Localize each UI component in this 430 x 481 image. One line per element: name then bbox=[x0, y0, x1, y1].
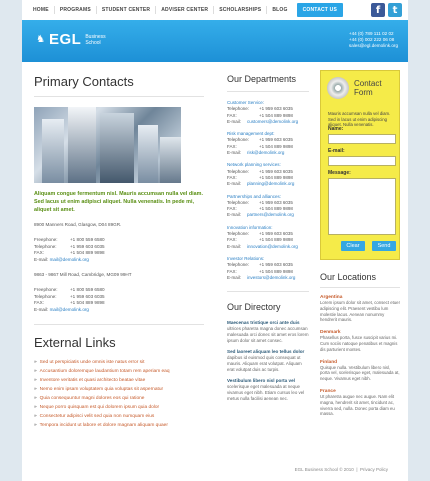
department-fax: +1 504 889 9898 bbox=[259, 206, 293, 212]
department-email[interactable]: investors@demolink.org bbox=[247, 274, 296, 280]
lion-icon: ♞ bbox=[36, 33, 45, 45]
department-tel-label: Telephone: bbox=[227, 168, 250, 174]
directory-body-1: ultrices pharetra magna donec accumsan malesuada orci donec sit amet eros lorem ipsum dolor sit amet consec. bbox=[227, 326, 309, 344]
location-city-1[interactable]: Argentina bbox=[320, 295, 343, 300]
directory-title: Our Directory bbox=[227, 302, 281, 313]
primary-contacts-title: Primary Contacts bbox=[34, 74, 134, 89]
department-email-row bbox=[227, 119, 309, 125]
header-contact bbox=[349, 31, 398, 49]
department-email-label: E-mail: bbox=[227, 118, 242, 124]
department-tel-label: Telephone: bbox=[227, 262, 250, 268]
department-email-label: E-mail: bbox=[227, 212, 242, 218]
nav-programs[interactable]: PROGRAMS bbox=[55, 6, 97, 14]
department-name: Risk management dept: bbox=[227, 131, 275, 137]
phone-value: +1 800 559 6580 bbox=[70, 236, 105, 242]
social-links bbox=[371, 3, 402, 17]
email-link-1[interactable]: mail@demolink.org bbox=[49, 257, 89, 263]
header-band bbox=[22, 20, 408, 62]
top-nav bbox=[22, 0, 408, 20]
location-city-2[interactable]: Denmark bbox=[320, 330, 341, 336]
department-fax: +1 504 889 9898 bbox=[259, 174, 293, 180]
external-link-7[interactable]: » Consectetur adipisci velit sed quia non numquam eius bbox=[34, 412, 204, 421]
phone-block-1 bbox=[34, 237, 204, 264]
email-label: E-mail: bbox=[328, 148, 345, 154]
logo-sub-line2: School bbox=[85, 39, 101, 46]
name-label: Name: bbox=[328, 126, 344, 132]
department-email[interactable]: partners@demolink.org bbox=[247, 212, 294, 218]
department-tel-label: Telephone: bbox=[227, 106, 250, 112]
external-link-2[interactable]: » Accusantium doloremque laudantium totam rem aperiam eaq bbox=[34, 367, 204, 376]
phone-block-2 bbox=[34, 287, 204, 314]
departments-column bbox=[227, 74, 309, 402]
department-name: Investor Relations: bbox=[227, 255, 265, 261]
department-name: Innovation information: bbox=[227, 224, 273, 230]
logo[interactable] bbox=[36, 31, 106, 48]
page bbox=[22, 0, 408, 481]
twitter-icon[interactable]: t bbox=[388, 3, 402, 17]
directory-list bbox=[227, 320, 309, 402]
nav-contact-us[interactable]: CONTACT US bbox=[297, 3, 343, 17]
locations-title: Our Locations bbox=[320, 272, 377, 282]
external-link-6[interactable]: » Neque porro quisquam est qui dolorem ipsum quia dolor bbox=[34, 403, 204, 412]
phone-value: +1 504 889 9898 bbox=[70, 300, 105, 306]
department-fax-label: FAX: bbox=[227, 143, 237, 149]
directory-heading-2[interactable]: Sed laoreet aliquam leo tellus dolor bbox=[227, 349, 305, 355]
send-button[interactable]: Send bbox=[372, 241, 396, 251]
divider bbox=[34, 324, 204, 325]
phone-label: FAX: bbox=[34, 300, 44, 306]
location-desc-1: Lorem ipsum dolor sit amet, consect etuer adipiscing elit. Praesent vestibu lum molestie lacus. Aenean nonummy hendrerit mauris. bbox=[320, 300, 401, 323]
department-tel: +1 959 603 6035 bbox=[259, 168, 293, 174]
logo-sub-line1: Business bbox=[85, 33, 106, 40]
departments-title: Our Departments bbox=[227, 74, 297, 84]
department-group bbox=[227, 100, 309, 125]
address-2: 9863 - 9867 Mill Road, Cambridge, MG09 99HT bbox=[34, 271, 132, 277]
logo-name: EGL bbox=[49, 31, 82, 48]
address-1: 8900 Manners Road, Glasgow, D04 89GR. bbox=[34, 222, 122, 227]
logo-subtitle bbox=[85, 34, 105, 46]
external-link-4[interactable]: » Nemo enim ipsam voluptatem quia voluptas sit aspernatur bbox=[34, 385, 204, 394]
department-fax: +1 504 889 9898 bbox=[259, 268, 293, 274]
department-group bbox=[227, 194, 309, 219]
phone-label: Freephone: bbox=[34, 236, 58, 242]
external-link-3[interactable]: » Inventore veritatis et quasi architecto beatae vitae bbox=[34, 376, 204, 385]
nav-scholarships[interactable]: SCHOLARSHIPS bbox=[214, 6, 267, 14]
form-title-line2: Form bbox=[354, 88, 373, 97]
phone-value: +1 800 559 6580 bbox=[70, 286, 105, 292]
cd-icon bbox=[327, 77, 349, 99]
phone-label: Freephone: bbox=[34, 286, 58, 292]
department-email-row bbox=[227, 181, 309, 187]
location-desc-3: Quisque nulla. Vestibulum libero nisl, porta vel, scelerisque eget, malesuada at, neque. Vivamus eget nibh. bbox=[320, 364, 400, 382]
divider bbox=[227, 91, 309, 92]
department-fax-label: FAX: bbox=[227, 174, 237, 180]
directory-heading-1[interactable]: Maecenas tristique orci ante duis bbox=[227, 320, 300, 326]
external-link-5[interactable]: » Quia consequuntur magni dolores eos qui ratione bbox=[34, 394, 204, 403]
department-fax: +1 504 889 9898 bbox=[259, 112, 293, 118]
nav-blog[interactable]: BLOG bbox=[272, 7, 288, 13]
facebook-icon[interactable]: f bbox=[371, 3, 385, 17]
footer-copyright: EGL Business School © 2010 bbox=[294, 467, 354, 472]
department-email-row bbox=[227, 212, 309, 218]
external-links-list bbox=[34, 358, 204, 430]
email-label: E-mail: bbox=[34, 257, 49, 263]
department-email-row bbox=[227, 150, 309, 156]
phone-value: +1 959 603 6035 bbox=[70, 243, 105, 249]
department-fax-label: FAX: bbox=[227, 206, 237, 212]
department-fax-label: FAX: bbox=[227, 112, 237, 118]
department-fax: +1 504 889 9898 bbox=[259, 143, 293, 149]
department-tel: +1 959 603 6035 bbox=[259, 262, 293, 268]
nav-student-center[interactable]: STUDENT CENTER bbox=[97, 6, 156, 14]
external-link-1[interactable]: » Sed ut perspiciatis unde omnis iste natus error sit bbox=[34, 358, 204, 367]
department-tel: +1 959 603 6035 bbox=[259, 231, 293, 237]
email-field[interactable] bbox=[328, 156, 396, 166]
name-field[interactable] bbox=[328, 134, 396, 144]
department-group bbox=[227, 131, 309, 156]
divider bbox=[34, 96, 204, 97]
department-email[interactable]: planning@demolink.org bbox=[247, 181, 295, 187]
department-fax: +1 504 889 9898 bbox=[259, 237, 293, 243]
department-tel: +1 959 603 6035 bbox=[259, 106, 293, 112]
clear-button[interactable]: Clear bbox=[341, 241, 365, 251]
department-fax-label: FAX: bbox=[227, 268, 237, 274]
department-tel-label: Telephone: bbox=[227, 137, 250, 143]
phone-label: FAX: bbox=[34, 250, 44, 256]
department-tel: +1 959 603 6035 bbox=[259, 199, 293, 205]
header-email[interactable]: sales@egl.demolink.org bbox=[348, 43, 398, 48]
privacy-policy-link[interactable]: Privacy Policy bbox=[359, 467, 388, 472]
contact-form-title bbox=[354, 79, 382, 97]
header-phone-2: +44 (0) 002 222 06 08 bbox=[348, 37, 395, 42]
message-field[interactable] bbox=[328, 178, 396, 235]
department-email-label: E-mail: bbox=[227, 274, 242, 280]
department-email-row bbox=[227, 244, 309, 250]
header-phone-1: +44 (0) 789 111 02 02 bbox=[348, 31, 394, 36]
location-desc-2: Phasellus porta, fusce suscipit varius mi. Cum sociis natoque penatibus et magnis dis parturient montes. bbox=[320, 335, 398, 352]
phone-value: +1 504 889 9898 bbox=[70, 250, 105, 256]
locations-section bbox=[320, 272, 400, 417]
form-title-line1: Contact bbox=[354, 79, 382, 88]
directory-body-3: scelerisque eget malesuada at neque vivamus eget nibh. Etiam cursus leo vel metus nulla facilisi aenean nec. bbox=[227, 384, 305, 402]
department-name: Partnerships and alliances: bbox=[227, 193, 282, 199]
divider bbox=[227, 291, 309, 292]
department-email-label: E-mail: bbox=[227, 181, 242, 187]
location-city-3[interactable]: Finland bbox=[320, 359, 338, 365]
department-email-label: E-mail: bbox=[227, 150, 242, 156]
department-email-row bbox=[227, 275, 309, 281]
contact-form bbox=[320, 70, 400, 260]
phone-label: Telephone: bbox=[34, 243, 57, 249]
footer: EGL Business School © 2010 | Privacy Policy bbox=[294, 467, 388, 472]
directory-body-2: dapibus id euismod quis consequat ut mauris. Aliquam erat volutpat. Aliquam erat volutpat duis ac turpis. bbox=[227, 355, 302, 373]
sidebar-column bbox=[320, 70, 400, 417]
department-email[interactable]: innovation@demolink.org bbox=[247, 243, 298, 249]
office-building-photo bbox=[34, 107, 181, 183]
department-tel-label: Telephone: bbox=[227, 199, 250, 205]
email-link-2[interactable]: mail@demolink.org bbox=[49, 307, 89, 313]
primary-contacts-column bbox=[34, 74, 204, 430]
primary-lead-text: Aliquam congue fermentum nisl. Mauris accumsan nulla vel diam. Sed lacus ut enim adipisci aliquet. Nulla venenatis. In pede mi, aliquet sit amet. bbox=[34, 191, 203, 213]
department-tel-label: Telephone: bbox=[227, 231, 250, 237]
directory-heading-3[interactable]: Vestibulum libero nisl porta vel bbox=[227, 378, 295, 384]
divider bbox=[320, 287, 400, 288]
location-desc-4: Ut pharetra augue nec augue. Nam elit magna, hendrerit sit amet, tincidunt ac, viverra sed, nulla. Donec porta diam eu massa. bbox=[320, 393, 395, 417]
external-link-8[interactable]: » Tempora incidunt ut labore et dolore magnam aliquam quaer bbox=[34, 421, 204, 430]
departments-list bbox=[227, 100, 309, 281]
nav-home[interactable]: HOME bbox=[28, 6, 55, 14]
department-name: Network planning services: bbox=[227, 162, 281, 168]
email-label: E-mail: bbox=[34, 307, 49, 313]
message-label: Message: bbox=[328, 170, 351, 176]
contact-form-description: Mauris accumsan nulla vel diam. Sed in lacus ut enim adipiscing aliquet. Nulla venenatis. bbox=[328, 111, 391, 128]
department-name: Customer Service: bbox=[227, 100, 265, 105]
nav-adviser-center[interactable]: ADVISER CENTER bbox=[156, 6, 214, 14]
department-email-label: E-mail: bbox=[227, 243, 242, 249]
department-group bbox=[227, 225, 309, 250]
phone-label: Telephone: bbox=[34, 293, 57, 299]
location-city-4[interactable]: France bbox=[320, 388, 336, 394]
department-email[interactable]: customers@demolink.org bbox=[247, 118, 299, 124]
department-tel: +1 959 603 6035 bbox=[259, 137, 293, 143]
external-links-title: External Links bbox=[34, 334, 116, 350]
department-email[interactable]: risk@demolink.org bbox=[247, 150, 285, 156]
department-group bbox=[227, 162, 309, 187]
department-fax-label: FAX: bbox=[227, 237, 237, 243]
department-group bbox=[227, 256, 309, 281]
phone-value: +1 959 603 6035 bbox=[70, 293, 105, 299]
